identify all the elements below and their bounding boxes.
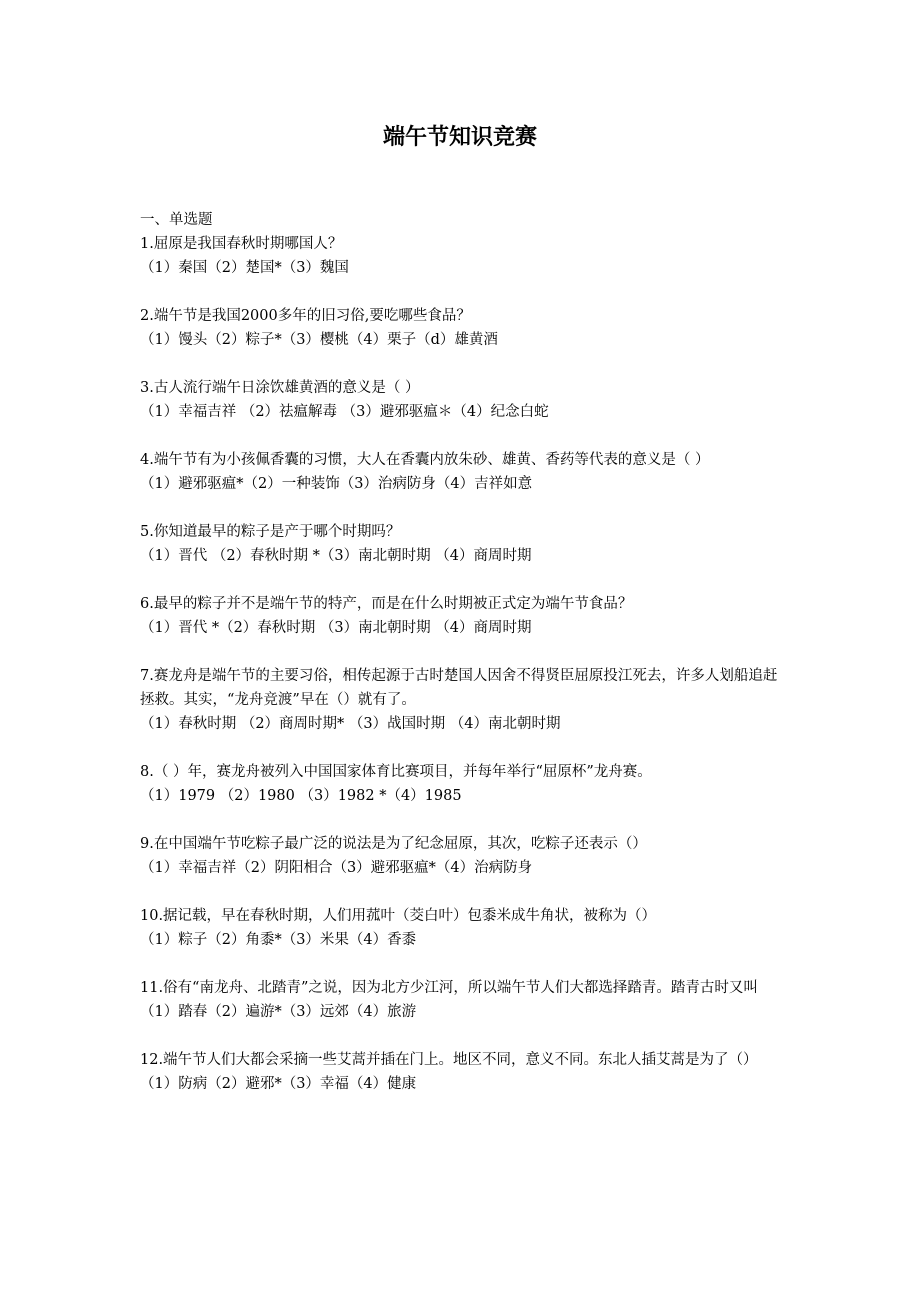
question-text: 3.古人流行端午日涂饮雄黄酒的意义是（ ）	[140, 380, 420, 396]
question-options: （1）踏春（2）遍游*（3）远郊（4）旅游	[140, 1004, 417, 1020]
question-10	[140, 904, 785, 952]
question-1	[140, 232, 785, 280]
question-options: （1）粽子（2）角黍*（3）米果（4）香黍	[140, 932, 417, 948]
question-text: 5.你知道最早的粽子是产于哪个时期吗？	[140, 524, 401, 540]
question-options: （1）晋代 *（2）春秋时期 （3）南北朝时期 （4）商周时期	[140, 620, 532, 636]
document-title: 端午节知识竞赛	[382, 124, 537, 150]
question-options: （1）防病（2）避邪*（3）幸福（4）健康	[140, 1076, 417, 1092]
question-text: 9.在中国端午节吃粽子最广泛的说法是为了纪念屈原，其次，吃粽子还表示（）	[140, 836, 647, 852]
question-text: 4.端午节有为小孩佩香囊的习惯，大人在香囊内放朱砂、雄黄、香药等代表的意义是（ ）	[140, 452, 710, 468]
question-11	[140, 976, 785, 1024]
question-options: （1）1979 （2）1980 （3）1982 *（4）1985	[140, 788, 462, 804]
question-3	[140, 376, 785, 424]
question-text: 11.俗有“南龙舟、北踏青”之说，因为北方少江河，所以端午节人们大都选择踏青。踏青古时又叫	[140, 980, 758, 996]
question-text: 1.屈原是我国春秋时期哪国人？	[140, 236, 343, 252]
question-6	[140, 592, 785, 640]
quiz-content	[140, 208, 785, 1120]
question-text: 6.最早的粽子并不是端午节的特产，而是在什么时期被正式定为端午节食品？	[140, 596, 633, 612]
question-text: 10.据记载，早在春秋时期，人们用菰叶（茭白叶）包黍米成牛角状，被称为（）	[140, 908, 657, 924]
section-heading: 一、单选题	[140, 212, 213, 228]
question-text: 2.端午节是我国2000多年的旧习俗,要吃哪些食品？	[140, 308, 471, 324]
question-text: 12.端午节人们大都会采摘一些艾蒿并插在门上。地区不同，意义不同。东北人插艾蒿是为了（）	[140, 1052, 758, 1068]
question-options: （1）馒头（2）粽子*（3）樱桃（4）栗子（d）雄黄酒	[140, 332, 498, 348]
question-options: （1）幸福吉祥（2）阴阳相合（3）避邪驱瘟*（4）治病防身	[140, 860, 533, 876]
question-9	[140, 832, 785, 880]
question-options: （1）幸福吉祥 （2）祛瘟解毒 （3）避邪驱瘟＊（4）纪念白蛇	[140, 404, 549, 420]
question-options: （1）晋代 （2）春秋时期 *（3）南北朝时期 （4）商周时期	[140, 548, 532, 564]
question-12	[140, 1048, 785, 1096]
question-4	[140, 448, 785, 496]
question-options: （1）避邪驱瘟*（2）一种装饰（3）治病防身（4）吉祥如意	[140, 476, 533, 492]
question-2	[140, 304, 785, 352]
question-options: （1）春秋时期 （2）商周时期* （3）战国时期 （4）南北朝时期	[140, 716, 561, 732]
question-text: 8.（ ）年，赛龙舟被列入中国国家体育比赛项目，并每年举行“屈原杯”龙舟赛。	[140, 764, 652, 780]
question-text: 7.赛龙舟是端午节的主要习俗，相传起源于古时楚国人因舍不得贤臣屈原投江死去，许多人划船追赶拯救。其实，“龙舟竞渡”早在（）就有了。	[140, 668, 778, 708]
question-5	[140, 520, 785, 568]
question-8	[140, 760, 785, 808]
question-7	[140, 664, 785, 736]
question-options: （1）秦国（2）楚国*（3）魏国	[140, 260, 349, 276]
